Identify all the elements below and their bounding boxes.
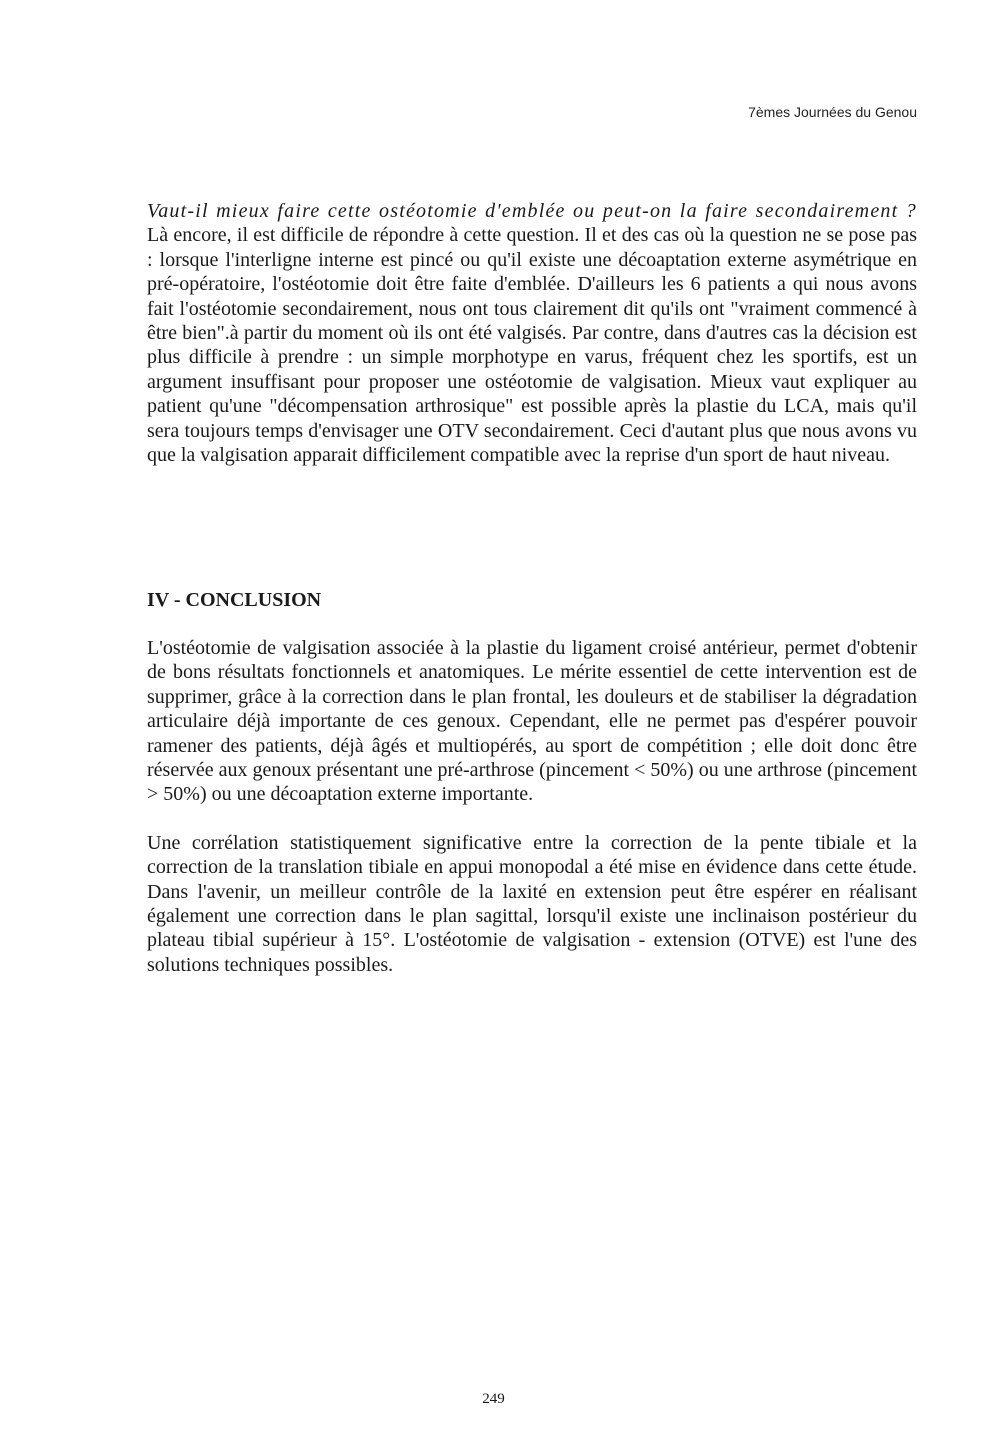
italic-lead-question: Vaut-il mieux faire cette ostéotomie d'emblée ou peut-on la faire secondairement ? — [147, 200, 917, 222]
running-header: 7èmes Journées du Genou — [748, 104, 917, 120]
intro-block — [147, 199, 917, 467]
conclusion-paragraph-2: Une corrélation statistiquement significative entre la correction de la pente tibiale et la correction de la translation tibiale en appui monopodal a été mise en évidence dans cette étude. Dans l'avenir, un meilleur contrôle de la laxité en extension peut être espérer en réalisant également une correction dans le plan sagittal, lorsqu'il existe une inclinaison postérieur du plateau tibial supérieur à 15°. L'ostéotomie de valgisation - extension (OTVE) est l'une des solutions techniques possibles. — [147, 831, 917, 976]
section-heading-conclusion: IV - CONCLUSION — [147, 589, 322, 611]
page-number: 249 — [482, 1391, 505, 1407]
intro-paragraph — [147, 199, 917, 467]
conclusion-paragraph-1: L'ostéotomie de valgisation associée à la plastie du ligament croisé antérieur, permet d'obtenir de bons résultats fonctionnels et anatomiques. Le mérite essentiel de cette intervention est de supprimer, grâce à la correction dans le plan frontal, les douleurs et de stabiliser la dégradation articulaire déjà importante de ces genoux. Cependant, elle ne permet pas d'espérer pouvoir ramener des patients, déjà âgés et multiopérés, au sport de compétition ; elle doit donc être réservée aux genoux présentant une pré-arthrose (pincement < 50%) ou une arthrose (pincement > 50%) ou une décoaptation externe importante. — [147, 637, 917, 806]
intro-paragraph-text: Là encore, il est difficile de répondre à cette question. Il et des cas où la question ne se pose pas : lorsque l'interligne interne est pincé ou qu'il existe une décoaptation externe asymétrique en pré-opératoire, l'ostéotomie doit être faite d'emblée. D'ailleurs les 6 patients a qui nous avons fait l'ostéotomie secondairement, nous ont tous clairement dit qu'ils ont "vraiment commencé à être bien".à partir du moment où ils ont été valgisés. Par contre, dans d'autres cas la décision est plus difficile à prendre : un simple morphotype en varus, fréquent chez les sportifs, est un argument insuffisant pour proposer une ostéotomie de valgisation. Mieux vaut expliquer au patient qu'une "décompensation arthrosique" est possible après la plastie du LCA, mais qu'il sera toujours temps d'envisager une OTV secondairement. Ceci d'autant plus que nous avons vu que la valgisation apparait difficilement compatible avec la reprise d'un sport de haut niveau. — [147, 224, 917, 467]
conclusion-block — [147, 636, 917, 977]
